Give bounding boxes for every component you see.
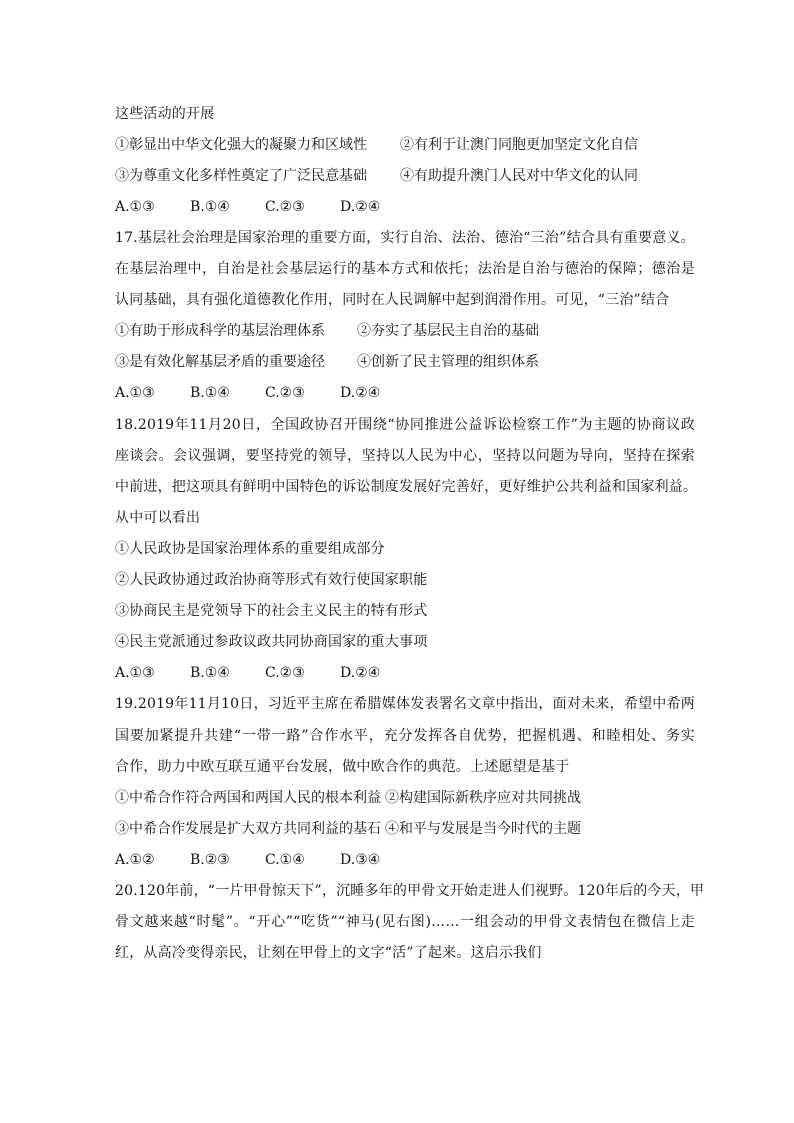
q18-stem-line4: 从中可以看出 xyxy=(115,510,201,526)
q18-item-4: ④民主党派通过参政议政共同协商国家的重大事项 xyxy=(115,634,428,650)
q16-item-1: ①彰显出中华文化强大的凝聚力和区域性 xyxy=(115,137,367,153)
q19-items-row2 xyxy=(115,819,695,839)
q17-items-row1 xyxy=(115,321,695,341)
q17-option-c[interactable]: C.②③ xyxy=(265,385,305,401)
q16-option-c[interactable]: C.②③ xyxy=(265,199,305,215)
q16-option-b[interactable]: B.①④ xyxy=(190,199,230,215)
q18-option-a[interactable]: A.①③ xyxy=(115,665,155,681)
q18-stem-line3: 中前进，把这项具有鲜明中国特色的诉讼制度发展好完善好，更好维护公共利益和国家利益。 xyxy=(115,479,698,495)
q19-item-2: ②构建国际新秩序应对共同挑战 xyxy=(385,790,581,806)
q18-option-c[interactable]: C.②③ xyxy=(265,665,305,681)
q16-item-3: ③为尊重文化多样性奠定了广泛民意基础 xyxy=(115,168,367,184)
q19-item-3: ③中希合作发展是扩大双方共同利益的基石 xyxy=(115,821,381,837)
q16-items-row2 xyxy=(115,166,695,186)
q16-options xyxy=(115,197,695,217)
q18-stem-line2: 座谈会。会议强调，要坚持党的领导，坚持以人民为中心，坚持以问题为导向，坚持在探索 xyxy=(115,448,695,464)
q19-stem-line2: 国要加紧提升共建“一带一路”合作水平，充分发挥各自优势，把握机遇、和睦相处、务实 xyxy=(115,728,695,744)
q20-stem-line1: 20.120年前，“一片甲骨惊天下”，沉睡多年的甲骨文开始走进人们视野。120年后的今天，甲 xyxy=(115,883,705,899)
q18-item-3: ③协商民主是党领导下的社会主义民主的特有形式 xyxy=(115,603,428,619)
q17-option-a[interactable]: A.①③ xyxy=(115,385,155,401)
q17-stem-line1: 17.基层社会治理是国家治理的重要方面，实行自治、法治、德治“三治”结合具有重要意义。 xyxy=(115,230,695,246)
q17-item-1: ①有助于形成科学的基层治理体系 xyxy=(115,323,325,339)
q18-option-b[interactable]: B.①④ xyxy=(190,665,230,681)
q16-stem-tail: 这些活动的开展 xyxy=(115,106,215,122)
q16-items-row1 xyxy=(115,135,695,155)
q16-item-4: ④有助提升澳门人民对中华文化的认同 xyxy=(400,168,638,184)
q19-item-4: ④和平与发展是当今时代的主题 xyxy=(385,821,581,837)
q17-items-row2 xyxy=(115,352,695,372)
q20-stem-line3: 红，从高冷变得亲民，让刻在甲骨上的文字“活”了起来。这启示我们 xyxy=(115,945,542,961)
q17-stem-line2: 在基层治理中，自治是社会基层运行的基本方式和依托；法治是自治与德治的保障；德治是 xyxy=(115,261,695,277)
q19-option-b[interactable]: B.②③ xyxy=(190,852,230,868)
q19-option-d[interactable]: D.③④ xyxy=(340,852,381,868)
q17-option-b[interactable]: B.①④ xyxy=(190,385,230,401)
q19-stem-line3: 合作，助力中欧互联互通平台发展，做中欧合作的典范。上述愿望是基于 xyxy=(115,759,570,775)
q16-option-a[interactable]: A.①③ xyxy=(115,199,155,215)
q19-options xyxy=(115,850,695,870)
q18-options xyxy=(115,663,695,683)
q19-option-a[interactable]: A.①② xyxy=(115,852,155,868)
q17-item-2: ②夯实了基层民主自治的基础 xyxy=(357,323,539,339)
q18-option-d[interactable]: D.②④ xyxy=(340,665,381,681)
q20-stem-line2: 骨文越来越“时髦”。“开心”“吃货”“神马(见右图)……一组会动的甲骨文表情包在微信上走 xyxy=(115,914,695,930)
q16-item-2: ②有利于让澳门同胞更加坚定文化自信 xyxy=(400,137,638,153)
q19-items-row1 xyxy=(115,788,695,808)
q17-options xyxy=(115,383,695,403)
q19-item-1: ①中希合作符合两国和两国人民的根本利益 xyxy=(115,790,381,806)
q17-item-3: ③是有效化解基层矛盾的重要途径 xyxy=(115,354,325,370)
q16-option-d[interactable]: D.②④ xyxy=(340,199,381,215)
q18-item-2: ②人民政协通过政治协商等形式有效行使国家职能 xyxy=(115,572,428,588)
q17-stem-line3: 认同基础，具有强化道德教化作用，同时在人民调解中起到润滑作用。可见，“三治”结合 xyxy=(115,292,670,308)
q17-option-d[interactable]: D.②④ xyxy=(340,385,381,401)
q19-stem-line1: 19.2019年11月10日，习近平主席在希腊媒体发表署名文章中指出，面对未来，希望中希两 xyxy=(115,696,695,712)
q18-item-1: ①人民政协是国家治理体系的重要组成部分 xyxy=(115,541,385,557)
q17-item-4: ④创新了民主管理的组织体系 xyxy=(357,354,539,370)
q19-option-c[interactable]: C.①④ xyxy=(265,852,305,868)
q18-stem-line1: 18.2019年11月20日，全国政协召开围绕“协同推进公益诉讼检察工作”为主题的协商议政 xyxy=(115,417,695,433)
